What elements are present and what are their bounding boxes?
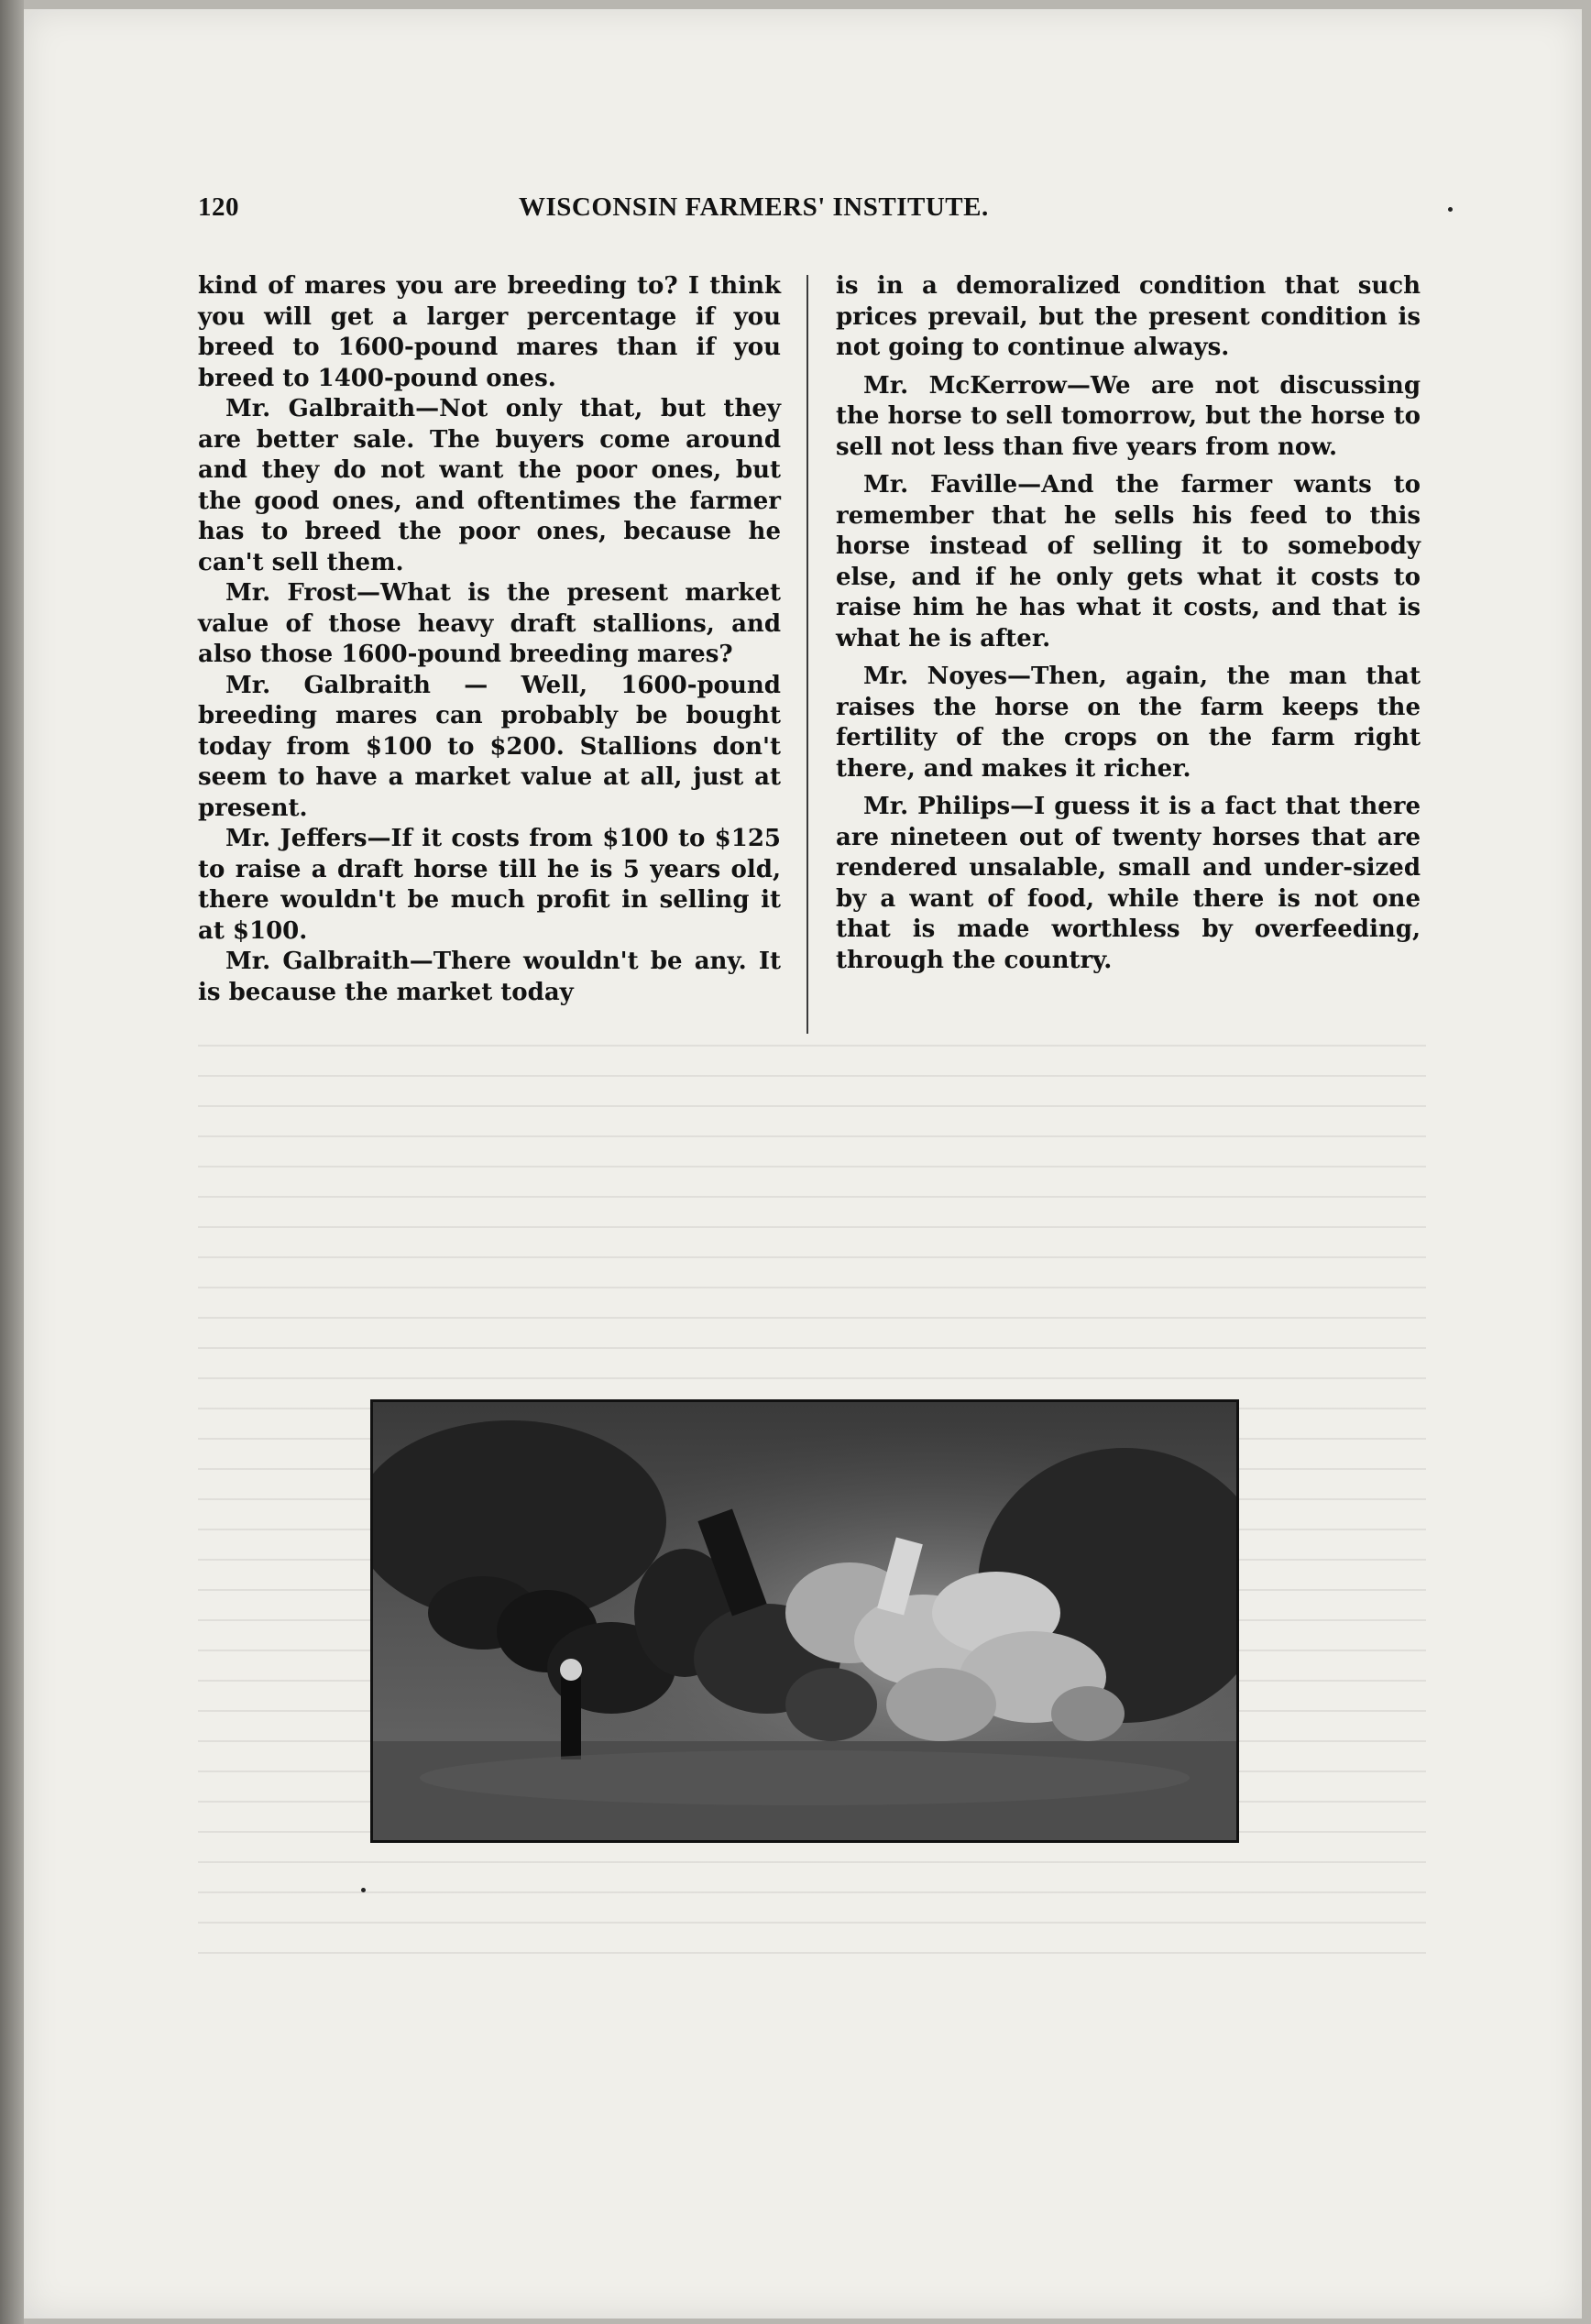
print-speck [1448, 207, 1453, 212]
right-paragraph-4: Mr. Noyes—Then, again, the man that raises the horse on the farm keeps the fertility of the crops on the farm right there, and makes it richer. [836, 663, 1421, 783]
left-paragraph-3: Mr. Frost—What is the present market value of those heavy draft stallions, and also those 1600-pound breeding mares? [198, 579, 781, 668]
book-spine-shadow [0, 0, 24, 2324]
right-paragraph-5: Mr. Philips—I guess it is a fact that there are nineteen out of twenty horses that are rendered unsalable, small and under-sized by a want of food, while there is not one that is made worthless by overfeeding, through the country. [836, 793, 1421, 974]
page-header [198, 192, 1142, 229]
left-paragraph-1: kind of mares you are breeding to? I think you will get a larger percentage if you breed to 1600-pound mares than if you breed to 1400-pound ones. [198, 272, 781, 392]
right-column [836, 271, 1421, 976]
left-paragraph-6: Mr. Galbraith—There wouldn't be any. It is because the market today [198, 948, 781, 1006]
left-column [198, 271, 781, 1008]
horse-herd-photo [370, 1399, 1239, 1843]
right-paragraph-3: Mr. Faville—And the farmer wants to remember that he sells his feed to this horse instead of selling it to somebody else, and if he only gets what it costs to raise him he has what it costs, and that is what he is after. [836, 471, 1421, 652]
column-divider [806, 275, 808, 1034]
horse-herd-photo-icon [373, 1402, 1236, 1840]
left-paragraph-5: Mr. Jeffers—If it costs from $100 to $125 to raise a draft horse till he is 5 years old, there wouldn't be much profit in selling it at $100. [198, 825, 781, 945]
left-paragraph-4: Mr. Galbraith — Well, 1600-pound breeding mares can probably be bought today from $100 to $200. Stallions don't seem to have a market value at all, just at present. [198, 671, 781, 822]
right-paragraph-2: Mr. McKerrow—We are not discussing the horse to sell tomorrow, but the horse to sell not less than five years from now. [836, 371, 1421, 461]
left-paragraph-2: Mr. Galbraith—Not only that, but they are better sale. The buyers come around and they do not want the poor ones, but the good ones, and oftentimes the farmer has to breed the poor ones, because he can't sell them. [198, 395, 781, 576]
print-speck [361, 1888, 366, 1892]
right-paragraph-1: is in a demoralized condition that such prices prevail, but the present condition is not going to continue always. [836, 272, 1421, 361]
running-head: WISCONSIN FARMERS' INSTITUTE. [519, 192, 989, 222]
page-number: 120 [198, 192, 239, 222]
